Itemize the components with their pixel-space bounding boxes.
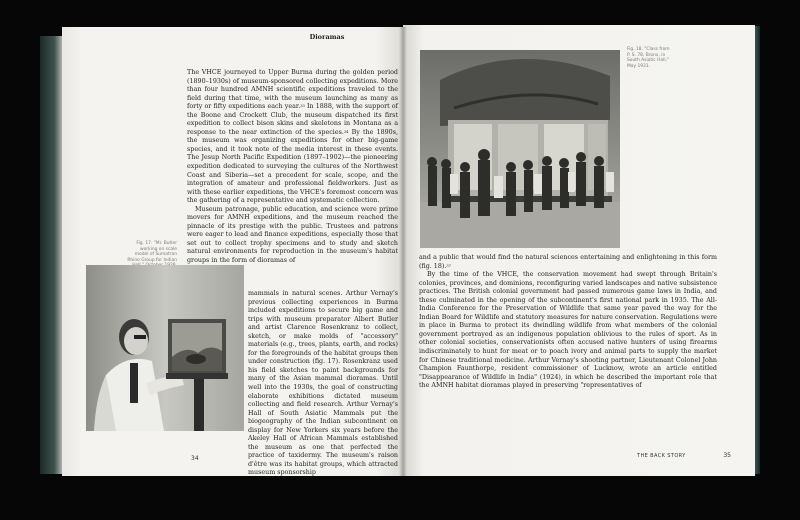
photo-man-with-diorama-model (86, 265, 244, 431)
left-body-text-column-2 (248, 290, 398, 478)
right-page (403, 25, 755, 476)
left-body-text (187, 69, 398, 266)
figure-caption: Fig. 17. "Mr. Butler working on scale model of Sumatran Rhino Group for Indian (127, 241, 177, 263)
page-number: 35 (723, 452, 731, 459)
running-foot: THE BACK STORY (637, 453, 686, 459)
page-number: 34 (191, 455, 199, 462)
paragraph: Museum patronage, public education, and science were prime movers for AMNH expeditions, and the museum reached the pinnacle of its prestige with the public. Trustees and patrons were eager to lead and finance expeditions, especially those that set out to collect trophy specimens and to study and sketch natural environments for reproduction in the museum's habitat groups in the form of dioramas of (187, 205, 398, 265)
book-gutter (399, 27, 407, 476)
left-page (62, 27, 403, 476)
figure-caption: Fig. 18. "Class from P. S. 78, Bronx, in South Asiatic Hall," May 1931. (627, 47, 670, 69)
photo-class-in-museum-hall (420, 50, 620, 248)
paragraph: and a public that would find the natural sciences entertaining and enlightening in this form (fig. 18).$^{37}$ (419, 254, 717, 270)
book-cover-edge-left (40, 36, 64, 474)
paragraph: By the time of the VHCE, the conservation movement had swept through Britain's colonies, provinces, and dominions, reconfiguring varied landscapes and native subsistence practices. The British colonial government had passed numerous game laws in India, and these culminated in the opening of the subcontinent's first national park in 1935. The All-India Conference for the Preservation of Wildlife that same year paved the way for the Indian Board for Wildlife and statutory measures for nature conservation. Regulations were in place in Burma to protect its dwindling wildlife from what members of the colonial government portrayed as an indigenous population oblivious to the rules of sport. As in other colonial societies, conservationists often accused native hunters of using firearms indiscriminately to hunt for meat or to poach ivory and animal parts to supply the market for Chinese traditional medicine. Arthur Vernay's shooting partner, Lieutenant Colonel John Champion Faunthorpe, resident commissioner of Lucknow, wrote an article entitled "Disappearance of Wildlife in India" (1924), in which he described the important role that the AMNH habitat dioramas played in preserving "representatives of (419, 271, 717, 390)
right-body-text (419, 254, 717, 391)
paragraph: The VHCE journeyed to Upper Burma during the golden period (1890–1930s) of museum-sponsored collecting expeditions. More than four hundred AMNH scientific expeditions traveled to the field during that time, with the museum launching as many as forty or fifty expeditions each year.$^{33}$ In 1888, with the support of the Boone and Crockett Club, the museum dispatched its first expedition to collect bison skins and skeletons in Montana as a response to the near extinction of the species.$^{34}$ By the 1890s, the museum was organizing expeditions for other big-game species, and it took note of the media interest in these events. The Jesup North Pacific Expedition (1897–1902)—the pioneering expedition dedicated to surveying the cultures of the Northwest Coast and Siberia—set a precedent for scale, scope, and the integration of amateur and professional fieldworkers. Just as with these earlier expeditions, the VHCE's foremost concern was the gathering of a representative and systematic collection. (187, 69, 398, 205)
paragraph: mammals in natural scenes. Arthur Vernay's previous collecting experiences in Burma included expeditions to secure big game and trips with museum preparator Albert Butler and artist Clarence Rosenkranz to collect, sketch, or make molds of "accessory" materials (e.g., trees, plants, earth, and rocks) for the foregrounds of the habitat groups then under construction (fig. 17). Rosenkranz used his field sketches to paint backgrounds for many of the Asian mammal dioramas. Until well into the 1930s, the goal of constructing elaborate exhibitions dictated museum collecting and field research. Arthur Vernay's Hall of South Asiatic Mammals put the biogeography of the Indian subcontinent on display for New Yorkers six years before the Akeley Hall of African Mammals established the museum as one that perfected the practice of taxidermy. The museum's raison d'être was its habitat groups, which attracted museum sponsorship (248, 290, 398, 477)
running-head: Dioramas (309, 33, 345, 41)
